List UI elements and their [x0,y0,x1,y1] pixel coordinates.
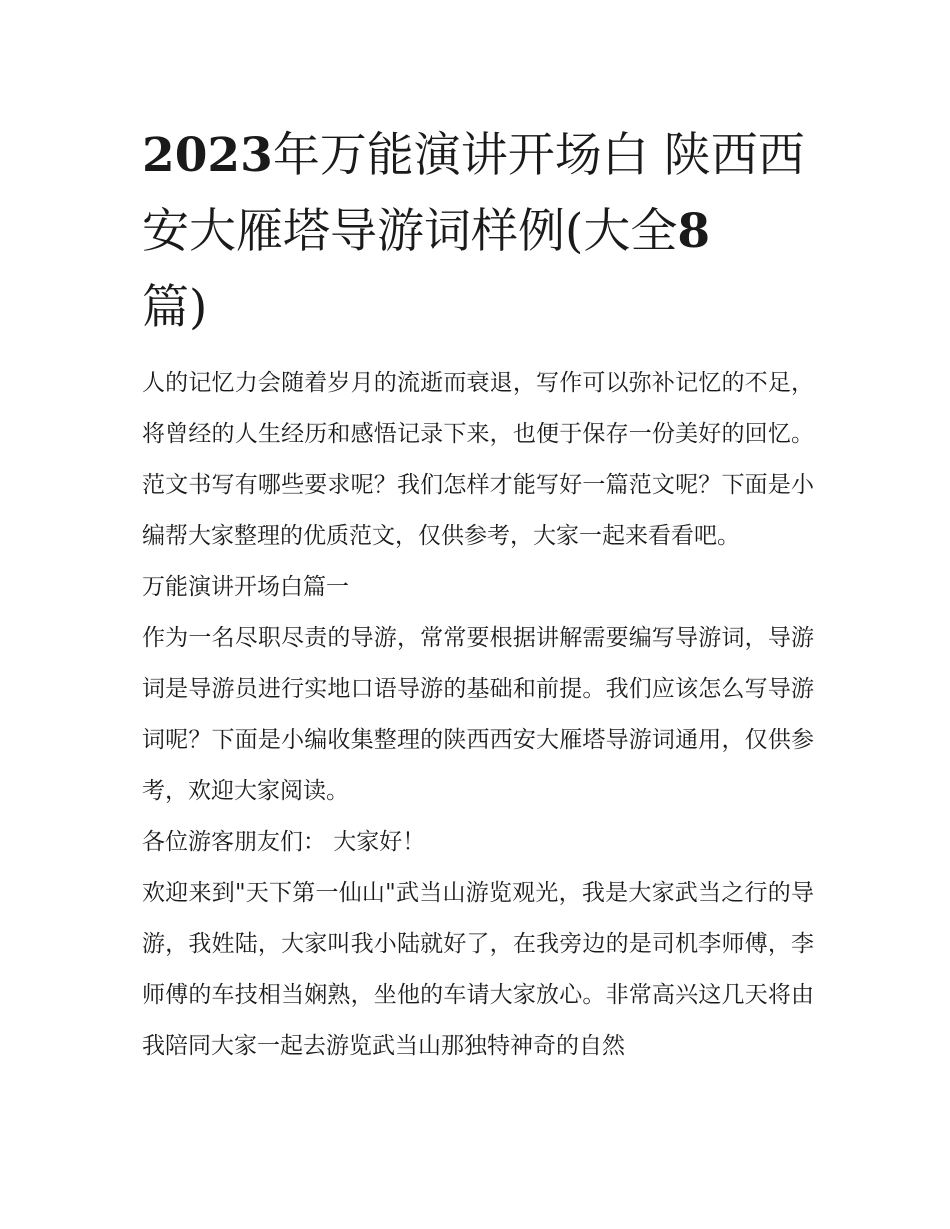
title-year: 2023 [142,128,273,183]
document-title [142,118,814,346]
title-count: 8 [677,204,711,259]
greeting-line: 各位游客朋友们： 大家好！ [142,829,426,855]
intro-paragraph: 人的记忆力会随着岁月的流逝而衰退，写作可以弥补记忆的不足，将曾经的人生经历和感悟记录下来，也便于保存一份美好的回忆。范文书写有哪些要求呢？我们怎样才能写好一篇范文呢？下面是小编帮大家整理的优质范文，仅供参考，大家一起来看看吧。 [142,370,814,549]
title-end: 篇) [142,280,208,335]
document-page [142,118,814,1072]
title-main: 年万能演讲开场白 陕西西安大雁塔导游词样例(大全 [142,128,805,259]
section-heading: 万能演讲开场白篇一 [142,574,349,600]
body-paragraph: 作为一名尽职尽责的导游，常常要根据讲解需要编写导游词，导游词是导游员进行实地口语导游的基础和前提。我们应该怎么写导游词呢？下面是小编收集整理的陕西西安大雁塔导游词通用，仅供参考，欢迎大家阅读。 [142,625,814,804]
body-paragraph: 欢迎来到"天下第一仙山"武当山游览观光，我是大家武当之行的导游，我姓陆，大家叫我小陆就好了，在我旁边的是司机李师傅，李师傅的车技相当娴熟，坐他的车请大家放心。非常高兴这几天将由我陪同大家一起去游览武当山那独特神奇的自然 [142,880,814,1059]
